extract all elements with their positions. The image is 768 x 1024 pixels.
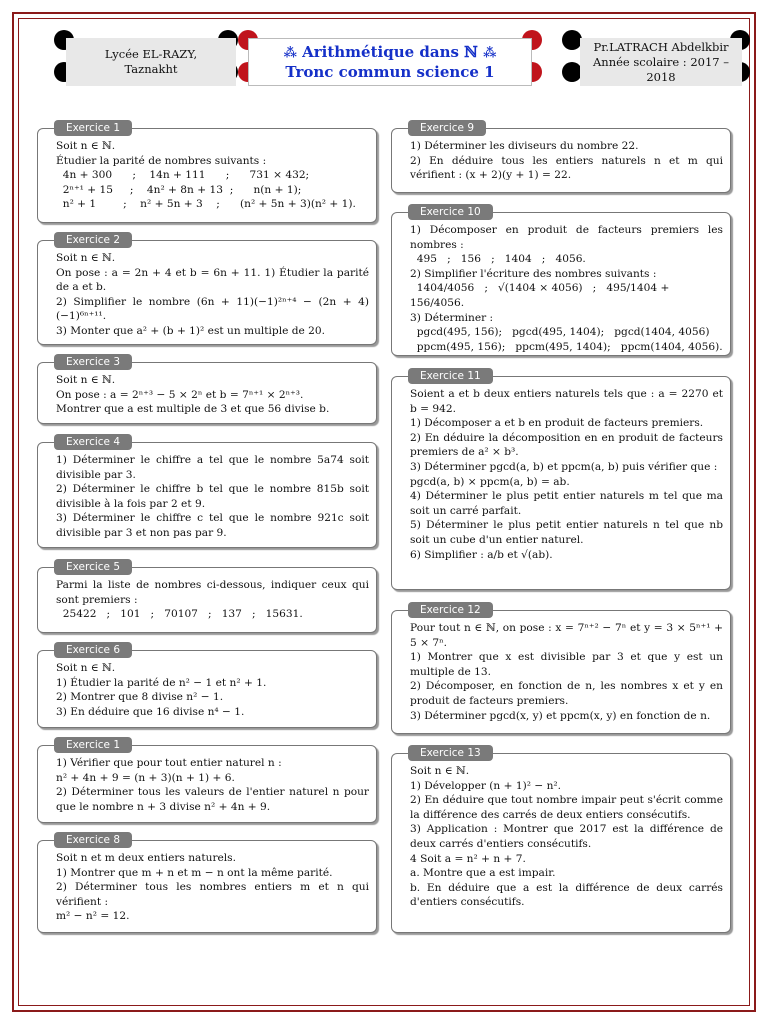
exercise-tag: Exercice 9 <box>408 120 486 136</box>
exercise-box <box>391 604 731 734</box>
exercise-line: 2) Déterminer tous les valeurs de l'entier naturel n pour que le nombre n + 3 divise n² + 4n + 9. <box>56 786 373 813</box>
school-year: Année scolaire : 2017 – 2018 <box>592 54 730 84</box>
exercise-line: 3) Monter que a² + (b + 1)² est un multiple de 20. <box>56 324 325 337</box>
exercise-line: 2) Déterminer le chiffre b tel que le nombre 815b soit divisible à la fois par 2 et 9. <box>56 483 373 510</box>
exercise-line: Soit n ∈ ℕ. <box>56 252 116 264</box>
exercise-line: Soient a et b deux entiers naturels tels que : a = 2270 et b = 942. <box>410 388 727 415</box>
exercise-line: 1) Déterminer les diviseurs du nombre 22. <box>410 140 639 152</box>
exercise-box <box>37 739 377 823</box>
exercise-line: 1) Décomposer en produit de facteurs premiers les nombres : <box>410 224 727 251</box>
title-box <box>248 38 532 86</box>
exercise-line: 2ⁿ⁺¹ + 15 ; 4n² + 8n + 13 ; n(n + 1); <box>56 183 302 196</box>
exercise-line: Pour tout n ∈ ℕ, on pose : x = 7ⁿ⁺² − 7ⁿ et y = 3 × 5ⁿ⁺¹ + 5 × 7ⁿ. <box>410 622 727 649</box>
exercise-line: 5) Déterminer le plus petit entier naturels n tel que nb soit un cube d'un entier naturel. <box>410 519 727 546</box>
exercise-line: 6) Simplifier : a/b et √(ab). <box>410 548 553 561</box>
exercise-box <box>37 122 377 223</box>
exercise-line: Soit n ∈ ℕ. <box>56 374 116 386</box>
exercise-line: Parmi la liste de nombres ci-dessous, indiquer ceux qui sont premiers : <box>56 579 373 606</box>
exercise-line: On pose : a = 2ⁿ⁺³ − 5 × 2ⁿ et b = 7ⁿ⁺¹ × 2ⁿ⁺³. <box>56 388 304 401</box>
exercise-tag: Exercice 3 <box>54 354 132 370</box>
exercise-line: 3) Déterminer : <box>410 311 494 324</box>
exercise-tag: Exercice 13 <box>408 745 493 761</box>
exercise-line: Soit n et m deux entiers naturels. <box>56 852 236 864</box>
ornament-icon: ⁂ <box>483 45 497 61</box>
exercise-box <box>391 370 731 590</box>
exercise-line: b. En déduire que a est la différence de deux carrés d'entiers consécutifs. <box>410 881 727 909</box>
exercise-line: Étudier la parité de nombres suivants : <box>56 154 267 167</box>
exercise-line: 2) Déterminer tous les nombres entiers m et n qui vérifient : <box>56 881 373 908</box>
exercise-line: 1) Étudier la parité de n² − 1 et n² + 1. <box>56 676 267 689</box>
exercise-box <box>37 356 377 424</box>
exercise-tag: Exercice 1 <box>54 120 132 136</box>
exercise-line: Montrer que a est multiple de 3 et que 56 divise b. <box>56 403 330 416</box>
exercise-line: ppcm(495, 156); ppcm(495, 1404); ppcm(1404, 4056). <box>410 340 723 353</box>
exercise-line: pgcd(495, 156); pgcd(495, 1404); pgcd(1404, 4056) <box>410 326 710 339</box>
exercise-line: 4) Déterminer le plus petit entier naturels m tel que ma soit un carré parfait. <box>410 490 727 517</box>
exercise-tag: Exercice 1 <box>54 737 132 753</box>
exercise-line: 2) En déduire tous les entiers naturels n et m qui vérifient : (x + 2)(y + 1) = 22. <box>410 154 727 182</box>
exercise-tag: Exercice 4 <box>54 434 132 450</box>
exercise-tag: Exercice 11 <box>408 368 493 384</box>
school-city: Taznakht <box>124 62 178 76</box>
school-name: Lycée EL-RAZY, <box>104 47 198 61</box>
ornament-circle <box>562 30 582 50</box>
exercise-line: Soit n ∈ ℕ. <box>410 765 470 777</box>
exercise-box <box>391 122 731 193</box>
exercise-line: 2) En déduire que tout nombre impair peut s'écrit comme la différence des carrés de deux entiers consécutifs. <box>410 794 727 821</box>
school-box <box>66 38 236 86</box>
exercise-line: 3) En déduire que 16 divise n⁴ − 1. <box>56 705 245 718</box>
exercise-line: 495 ; 156 ; 1404 ; 4056. <box>410 253 586 266</box>
exercise-box <box>37 436 377 548</box>
exercise-line: 1) Décomposer a et b en produit de facteurs premiers. <box>410 417 704 430</box>
title-text: Arithmétique dans ℕ <box>302 42 478 61</box>
exercise-tag: Exercice 8 <box>54 832 132 848</box>
exercise-line: On pose : a = 2n + 4 et b = 6n + 11. 1) Étudier la parité de a et b. <box>56 266 373 294</box>
exercise-line: 4n + 300 ; 14n + 111 ; 731 × 432; <box>56 169 310 182</box>
exercise-box <box>37 234 377 345</box>
ornament-circle <box>562 62 582 82</box>
ornament-icon: ⁂ <box>283 45 297 61</box>
exercise-line: 2) Décomposer, en fonction de n, les nombres x et y en produit de facteurs premiers. <box>410 680 727 707</box>
exercise-line: 2) Simplifier le nombre (6n + 11)(−1)²ⁿ⁺⁴ − (2n + 4)(−1)⁶ⁿ⁺¹¹. <box>56 295 369 323</box>
exercise-line: 1404/4056 ; √(1404 × 4056) ; 495/1404 + 156/4056. <box>410 282 673 309</box>
exercise-line: n² + 1 ; n² + 5n + 3 ; (n² + 5n + 3)(n² + 1). <box>56 198 356 211</box>
exercise-line: 2) Simplifier l'écriture des nombres suivants : <box>410 267 657 280</box>
exercise-tag: Exercice 10 <box>408 204 493 220</box>
exercise-line: 3) Déterminer pgcd(a, b) et ppcm(a, b) puis vérifier que : <box>410 460 718 473</box>
exercise-line: 3) Application : Montrer que 2017 est la différence de deux carrés d'entiers consécutifs. <box>410 823 727 850</box>
exercise-box <box>391 206 731 356</box>
exercise-line: 25422 ; 101 ; 70107 ; 137 ; 15631. <box>56 608 303 621</box>
teacher-box <box>580 38 742 86</box>
exercise-line: m² − n² = 12. <box>56 910 130 923</box>
title-line2: Tronc commun science 1 <box>285 62 495 81</box>
exercise-line: 1) Déterminer le chiffre a tel que le nombre 5a74 soit divisible par 3. <box>56 454 373 481</box>
exercise-line: 4 Soit a = n² + n + 7. <box>410 852 526 865</box>
exercise-line: 1) Montrer que x est divisible par 3 et que y est un multiple de 13. <box>410 651 727 678</box>
exercise-line: 2) En déduire la décomposition en en produit de facteurs premiers de a² × b³. <box>410 431 727 459</box>
exercise-line: 3) Déterminer le chiffre c tel que le nombre 921c soit divisible par 3 et non pas par 9. <box>56 512 373 539</box>
exercise-line: n² + 4n + 9 = (n + 3)(n + 1) + 6. <box>56 771 235 784</box>
exercise-tag: Exercice 12 <box>408 602 493 618</box>
exercise-line: a. Montre que a est impair. <box>410 867 556 880</box>
exercise-line: 1) Développer (n + 1)² − n². <box>410 779 562 792</box>
exercise-line: 1) Vérifier que pour tout entier naturel n : <box>56 757 282 769</box>
exercise-line: Soit n ∈ ℕ. <box>56 140 116 152</box>
exercise-tag: Exercice 6 <box>54 642 132 658</box>
exercise-line: pgcd(a, b) × ppcm(a, b) = ab. <box>410 475 570 488</box>
exercise-tag: Exercice 2 <box>54 232 132 248</box>
exercise-line: 3) Déterminer pgcd(x, y) et ppcm(x, y) en fonction de n. <box>410 709 711 722</box>
exercise-tag: Exercice 5 <box>54 559 132 575</box>
teacher-name: Pr.LATRACH Abdelkbir <box>593 39 729 54</box>
exercise-box <box>37 834 377 933</box>
exercise-line: 1) Montrer que m + n et m − n ont la même parité. <box>56 866 333 879</box>
exercise-box <box>37 561 377 633</box>
exercise-line: Soit n ∈ ℕ. <box>56 662 116 674</box>
exercise-line: 2) Montrer que 8 divise n² − 1. <box>56 691 224 704</box>
exercise-box <box>391 747 731 933</box>
exercise-box <box>37 644 377 728</box>
title-line1 <box>284 43 497 63</box>
